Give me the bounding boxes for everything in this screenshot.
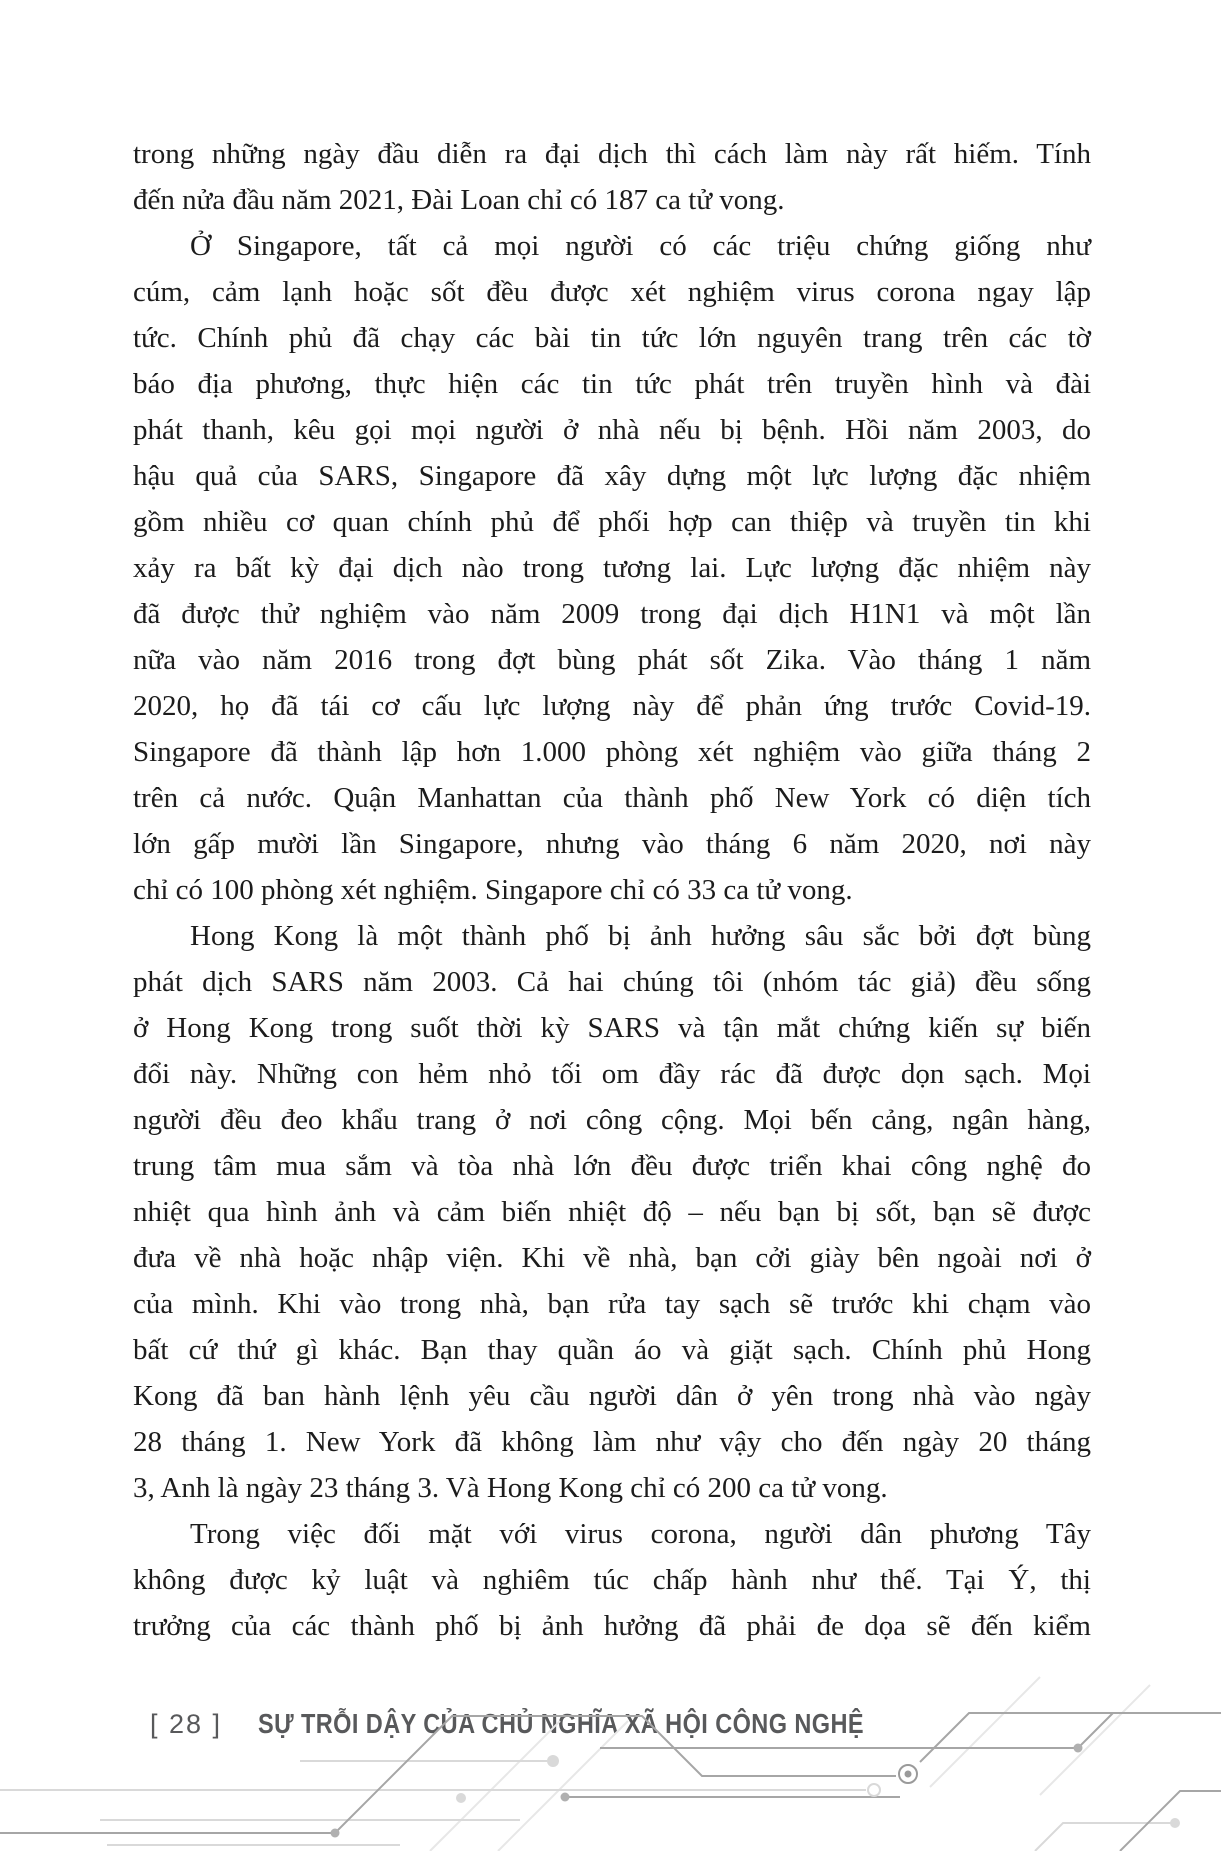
text-line: của mình. Khi vào trong nhà, bạn rửa tay sạch sẽ trước khi chạm vào: [133, 1288, 1091, 1320]
circuit-node: [456, 1793, 466, 1803]
page-footer: [150, 1708, 980, 1740]
text-line: tức. Chính phủ đã chạy các bài tin tức lớn nguyên trang trên các tờ: [133, 322, 1091, 354]
text-line: Trong việc đối mặt với virus corona, người dân phương Tây: [190, 1518, 1091, 1550]
text-line: phát thanh, kêu gọi mọi người ở nhà nếu bị bệnh. Hồi năm 2003, do: [133, 414, 1091, 446]
text-line: xảy ra bất kỳ đại dịch nào trong tương lai. Lực lượng đặc nhiệm này: [133, 552, 1091, 584]
text-line: bất cứ thứ gì khác. Bạn thay quần áo và giặt sạch. Chính phủ Hong: [133, 1334, 1091, 1366]
text-line: Kong đã ban hành lệnh yêu cầu người dân ở yên trong nhà vào ngày: [133, 1380, 1091, 1412]
text-line: trong những ngày đầu diễn ra đại dịch thì cách làm này rất hiếm. Tính: [133, 138, 1091, 170]
text-line: 3, Anh là ngày 23 tháng 3. Và Hong Kong chỉ có 200 ca tử vong.: [133, 1472, 888, 1504]
text-line: không được kỷ luật và nghiêm túc chấp hành như thế. Tại Ý, thị: [133, 1564, 1091, 1596]
text-line: trưởng của các thành phố bị ảnh hưởng đã phải đe dọa sẽ đến kiểm: [133, 1610, 1091, 1642]
circuit-node: [1074, 1744, 1083, 1753]
text-line: nhiệt qua hình ảnh và cảm biến nhiệt độ – nếu bạn bị sốt, bạn sẽ được: [133, 1196, 1091, 1228]
text-line: 28 tháng 1. New York đã không làm như vậy cho đến ngày 20 tháng: [133, 1426, 1091, 1458]
circuit-node: [561, 1793, 570, 1802]
circuit-node: [1170, 1818, 1180, 1828]
circuit-node: [331, 1829, 340, 1838]
book-title: SỰ TRỖI DẬY CỦA CHỦ NGHĨA XÃ HỘI CÔNG NGHỆ: [258, 1708, 865, 1739]
text-line: phát dịch SARS năm 2003. Cả hai chúng tôi (nhóm tác giả) đều sống: [133, 966, 1091, 998]
text-line: lớn gấp mười lần Singapore, nhưng vào tháng 6 năm 2020, nơi này: [133, 828, 1091, 860]
text-line: ở Hong Kong trong suốt thời kỳ SARS và tận mắt chứng kiến sự biến: [133, 1012, 1091, 1044]
circuit-pattern-decoration: [0, 1651, 1221, 1851]
text-line: đã được thử nghiệm vào năm 2009 trong đại dịch H1N1 và một lần: [133, 598, 1091, 630]
text-line: gồm nhiều cơ quan chính phủ để phối hợp can thiệp và truyền tin khi: [133, 506, 1091, 538]
text-line: 2020, họ đã tái cơ cấu lực lượng này để phản ứng trước Covid-19.: [133, 690, 1091, 722]
page-number: [ 28 ]: [150, 1709, 223, 1739]
text-line: đổi này. Những con hẻm nhỏ tối om đầy rác đã được dọn sạch. Mọi: [133, 1058, 1091, 1090]
text-line: chỉ có 100 phòng xét nghiệm. Singapore chỉ có 33 ca tử vong.: [133, 874, 853, 906]
text-line: đưa về nhà hoặc nhập viện. Khi về nhà, bạn cởi giày bên ngoài nơi ở: [133, 1242, 1091, 1274]
circuit-ring-node: [899, 1765, 917, 1783]
text-line: cúm, cảm lạnh hoặc sốt đều được xét nghiệm virus corona ngay lập: [133, 276, 1091, 308]
text-line: đến nửa đầu năm 2021, Đài Loan chỉ có 187 ca tử vong.: [133, 184, 785, 216]
circuit-node: [547, 1755, 559, 1767]
circuit-ring-node: [905, 1771, 912, 1778]
text-line: báo địa phương, thực hiện các tin tức phát trên truyền hình và đài: [133, 368, 1091, 400]
text-line: trên cả nước. Quận Manhattan của thành phố New York có diện tích: [133, 782, 1091, 814]
text-line: người đều đeo khẩu trang ở nơi công cộng. Mọi bến cảng, ngân hàng,: [133, 1104, 1091, 1136]
text-line: Ở Singapore, tất cả mọi người có các triệu chứng giống như: [190, 230, 1091, 262]
text-line: Hong Kong là một thành phố bị ảnh hưởng sâu sắc bởi đợt bùng: [190, 920, 1091, 952]
text-line: Singapore đã thành lập hơn 1.000 phòng xét nghiệm vào giữa tháng 2: [133, 736, 1091, 768]
text-line: nữa vào năm 2016 trong đợt bùng phát sốt Zika. Vào tháng 1 năm: [133, 644, 1091, 676]
circuit-ring-node: [868, 1784, 880, 1796]
body-text: [133, 131, 1091, 1649]
text-line: hậu quả của SARS, Singapore đã xây dựng một lực lượng đặc nhiệm: [133, 460, 1091, 492]
text-line: trung tâm mua sắm và tòa nhà lớn đều được triển khai công nghệ đo: [133, 1150, 1091, 1182]
